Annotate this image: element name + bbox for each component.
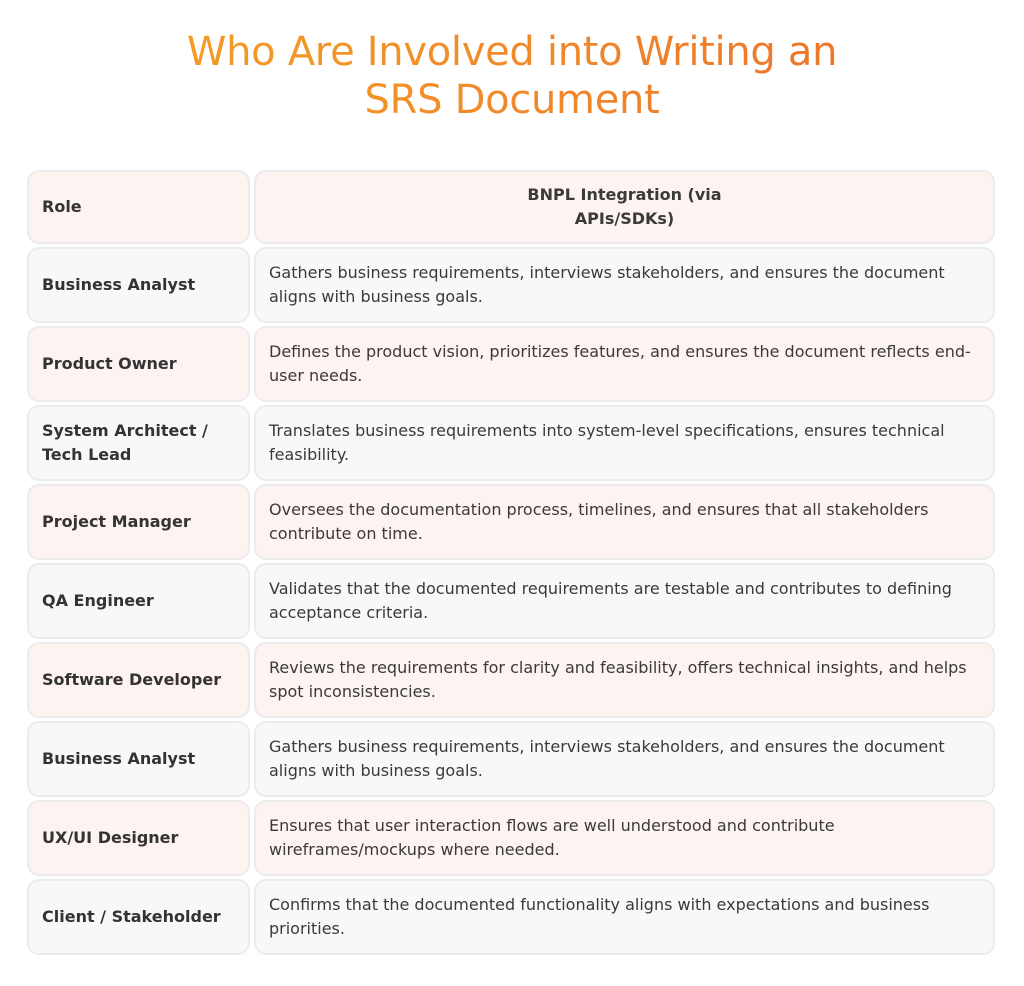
page-title: Who Are Involved into Writing an SRS Document (0, 28, 1024, 124)
description-cell: Validates that the documented requirements are testable and contributes to defining acceptance criteria. (254, 563, 995, 639)
description-cell: Gathers business requirements, interviews stakeholders, and ensures the document aligns with business goals. (254, 247, 995, 323)
description-cell: Confirms that the documented functionality aligns with expectations and business priorities. (254, 879, 995, 955)
table-header-row (27, 170, 995, 244)
role-cell: Business Analyst (27, 247, 250, 323)
table-row (27, 563, 995, 639)
description-cell: Oversees the documentation process, timelines, and ensures that all stakeholders contribute on time. (254, 484, 995, 560)
table-row (27, 721, 995, 797)
role-cell: System Architect / Tech Lead (27, 405, 250, 481)
header-role: Role (27, 170, 250, 244)
table-row (27, 642, 995, 718)
description-cell: Ensures that user interaction flows are well understood and contribute wireframes/mockups where needed. (254, 800, 995, 876)
table-row (27, 800, 995, 876)
description-cell: Reviews the requirements for clarity and feasibility, offers technical insights, and helps spot inconsistencies. (254, 642, 995, 718)
table-row (27, 247, 995, 323)
table-row (27, 326, 995, 402)
role-cell: QA Engineer (27, 563, 250, 639)
role-cell: Software Developer (27, 642, 250, 718)
description-cell: Gathers business requirements, interviews stakeholders, and ensures the document aligns with business goals. (254, 721, 995, 797)
header-description (254, 170, 995, 244)
role-cell: UX/UI Designer (27, 800, 250, 876)
role-cell: Product Owner (27, 326, 250, 402)
description-cell: Defines the product vision, prioritizes features, and ensures the document reflects end-user needs. (254, 326, 995, 402)
roles-table (27, 170, 995, 955)
table-row (27, 879, 995, 955)
table-row (27, 484, 995, 560)
role-cell: Project Manager (27, 484, 250, 560)
description-cell: Translates business requirements into system-level specifications, ensures technical feasibility. (254, 405, 995, 481)
role-cell: Business Analyst (27, 721, 250, 797)
role-cell: Client / Stakeholder (27, 879, 250, 955)
header-description-text: BNPL Integration (via APIs/SDKs) (527, 185, 722, 228)
table-row (27, 405, 995, 481)
